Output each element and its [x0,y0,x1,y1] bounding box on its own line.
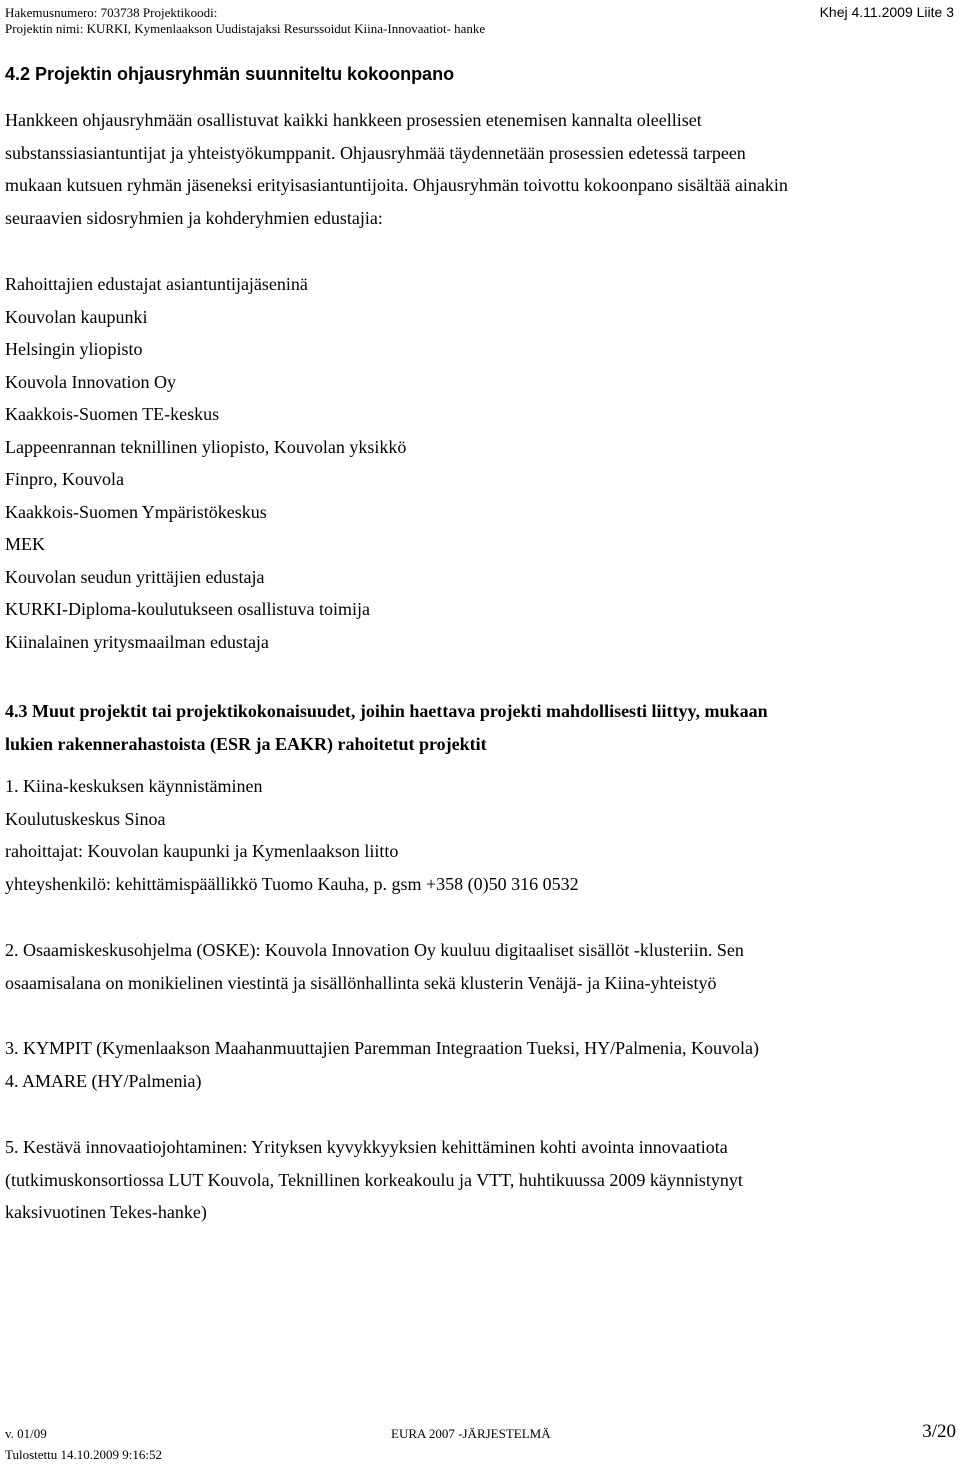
paragraph-line: mukaan kutsuen ryhmän jäseneksi erityisasiantuntijoita. Ohjausryhmän toivottu kokoonpano sisältää ainakin [5,175,788,195]
paragraph-line: seuraavien sidosryhmien ja kohderyhmien edustajia: [5,207,383,228]
section-4-2-paragraph [5,104,788,234]
project-item-1 [5,770,579,900]
list-item: Helsingin yliopisto [5,339,143,359]
footer-system-name: EURA 2007 -JÄRJESTELMÄ [391,1426,551,1441]
project-items-3-4 [5,1032,759,1097]
item-line: rahoittajat: Kouvolan kaupunki ja Kymenlaakson liitto [5,841,399,861]
heading-line: lukien rakennerahastoista (ESR ja EAKR) rahoitetut projektit [5,733,487,754]
header-date-attachment: Khej 4.11.2009 Liite 3 [819,4,954,20]
list-item: Kouvolan kaupunki [5,306,148,327]
header-project-name: Projektin nimi: KURKI, Kymenlaakson Uudistajaksi Resurssoidut Kiina-Innovaatiot- hanke [5,21,486,36]
list-item: Finpro, Kouvola [5,469,124,489]
section-4-3-heading [5,695,768,760]
item-line: kaksivuotinen Tekes-hanke) [5,1202,207,1222]
list-item: Rahoittajien edustajat asiantuntijajäseninä [5,274,308,294]
list-item: Lappeenrannan teknillinen yliopisto, Kouvolan yksikkö [5,436,407,457]
footer-print-timestamp: Tulostettu 14.10.2009 9:16:52 [5,1447,162,1462]
list-item: Kaakkois-Suomen Ympäristökeskus [5,501,267,522]
list-item: Kouvola Innovation Oy [5,371,176,392]
project-item-2 [5,934,744,999]
footer-version: v. 01/09 [5,1426,47,1441]
item-line: 4. AMARE (HY/Palmenia) [5,1070,202,1091]
steering-group-member-list [5,268,406,658]
item-line: (tutkimuskonsortiossa LUT Kouvola, Teknillinen korkeakoulu ja VTT, huhtikuussa 2009 käynnistynyt [5,1169,743,1190]
page-number: 3/20 [922,1421,956,1442]
item-line: osaamisalana on monikielinen viestintä ja sisällönhallinta sekä klusterin Venäjä- ja Kiina-yhteistyö [5,972,717,993]
item-line: 1. Kiina-keskuksen käynnistäminen [5,776,263,796]
item-line: Koulutuskeskus Sinoa [5,808,166,829]
header-application-number: Hakemusnumero: 703738 Projektikoodi: [5,5,218,20]
project-item-5 [5,1131,743,1229]
item-line: 5. Kestävä innovaatiojohtaminen: Yrityksen kyvykkyyksien kehittäminen kohti avointa innovaatiota [5,1137,728,1157]
list-item: MEK [5,534,45,554]
list-item: KURKI-Diploma-koulutukseen osallistuva toimija [5,599,370,619]
list-item: Kiinalainen yritysmaailman edustaja [5,631,269,652]
section-4-2-heading: 4.2 Projektin ohjausryhmän suunniteltu kokoonpano [5,64,455,84]
paragraph-line: substanssiasiantuntijat ja yhteistyökumppanit. Ohjausryhmää täydennetään prosessien edetessä tarpeen [5,142,746,163]
item-line: 2. Osaamiskeskusohjelma (OSKE): Kouvola Innovation Oy kuuluu digitaaliset sisällöt -klusteriin. Sen [5,940,744,960]
item-line: 3. KYMPIT (Kymenlaakson Maahanmuuttajien Paremman Integraation Tueksi, HY/Palmenia, Kouvola) [5,1038,760,1058]
paragraph-line: Hankkeen ohjausryhmään osallistuvat kaikki hankkeen prosessien etenemisen kannalta oleelliset [5,110,702,130]
list-item: Kouvolan seudun yrittäjien edustaja [5,566,265,587]
list-item: Kaakkois-Suomen TE-keskus [5,404,220,424]
heading-line: 4.3 Muut projektit tai projektikokonaisuudet, joihin haettava projekti mahdollisesti liittyy, mukaan [5,701,768,721]
item-line: yhteyshenkilö: kehittämispäällikkö Tuomo Kauha, p. gsm +358 (0)50 316 0532 [5,873,579,894]
